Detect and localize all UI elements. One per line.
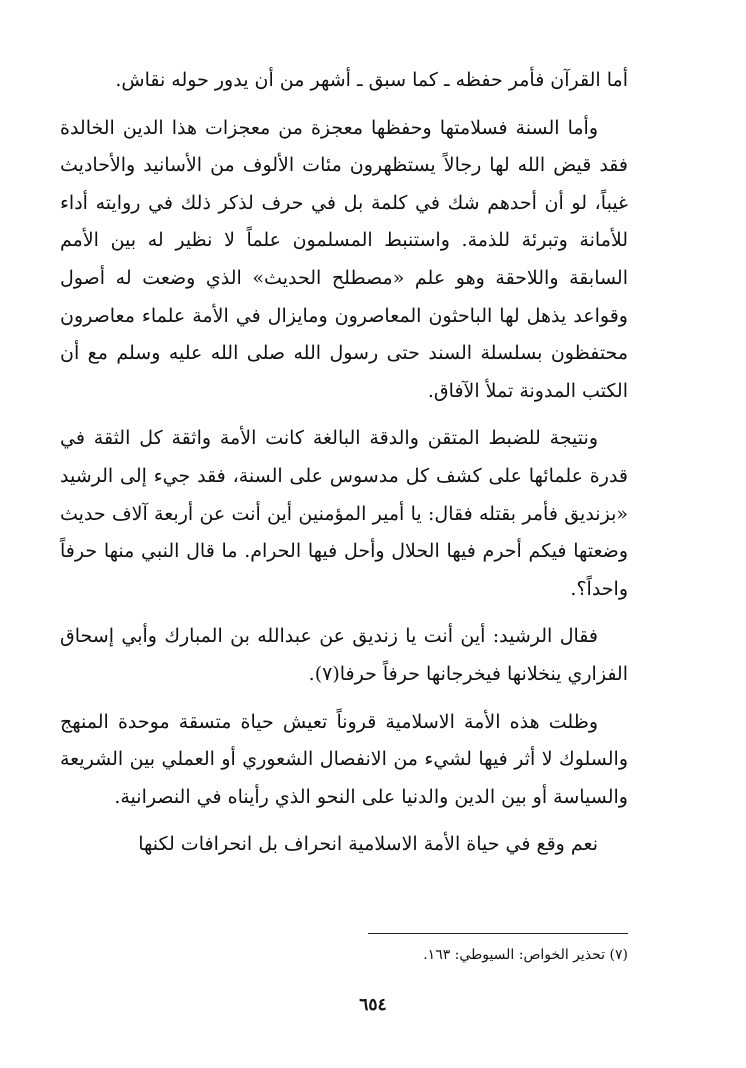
footnote-divider (368, 933, 628, 934)
paragraph-5: وظلت هذه الأمة الاسلامية قروناً تعيش حياة متسقة موحدة المنهج والسلوك لا أثر فيها لشيء من الانفصال الشعوري أو العملي بين الشريعة والسياسة أو بين الدين والدنيا على النحو الذي رأيناه في النصرانية. (60, 710, 628, 808)
footnote: (٧) تحذير الخواص: السيوطي: ١٦٣. (423, 947, 628, 963)
page-number: ٦٥٤ (359, 995, 387, 1015)
paragraph-4: فقال الرشيد: أين أنت يا زنديق عن عبدالله بن المبارك وأبي إسحاق الفزاري ينخلانها فيخرجانها حرفاً حرفا(٧). (60, 625, 628, 685)
body-text (60, 62, 628, 864)
paragraph-1: أما القرآن فأمر حفظه ـ كما سبق ـ أشهر من أن يدور حوله نقاش. (115, 69, 628, 91)
paragraph-2: وأما السنة فسلامتها وحفظها معجزة من معجزات هذا الدين الخالدة فقد قيض الله لها رجالاً يستظهرون مئات الألوف من الأسانيد والأحاديث غيباً، لو أن أحدهم شك في كلمة بل في حرف لذكر ذلك في روايته أداء للأمانة وتبرئة للذمة. واستنبط المسلمون علماً لا نظير له بين الأمم السابقة واللاحقة وهو علم «مصطلح الحديث» الذي وضعت له أصول وقواعد يذهل لها الباحثون المعاصرون ومايزال في الأمة علماء معاصرون محتفظون بسلسلة السند حتى رسول الله صلى الله عليه وسلم مع أن الكتب المدونة تملأ الآفاق. (60, 116, 628, 402)
paragraph-6: نعم وقع في حياة الأمة الاسلامية انحراف بل انحرافات لكنها (138, 833, 598, 856)
paragraph-3: ونتيجة للضبط المتقن والدقة البالغة كانت الأمة واثقة كل الثقة في قدرة علمائها على كشف كل مدسوس على السنة، فقد جيء إلى الرشيد «بزنديق فأمر بقتله فقال: يا أمير المؤمنين أين أنت عن أربعة آلاف حديث وضعتها فيكم أحرم فيها الحلال وأحل فيها الحرام. ما قال النبي منها حرفاً واحداً؟. (60, 427, 628, 600)
